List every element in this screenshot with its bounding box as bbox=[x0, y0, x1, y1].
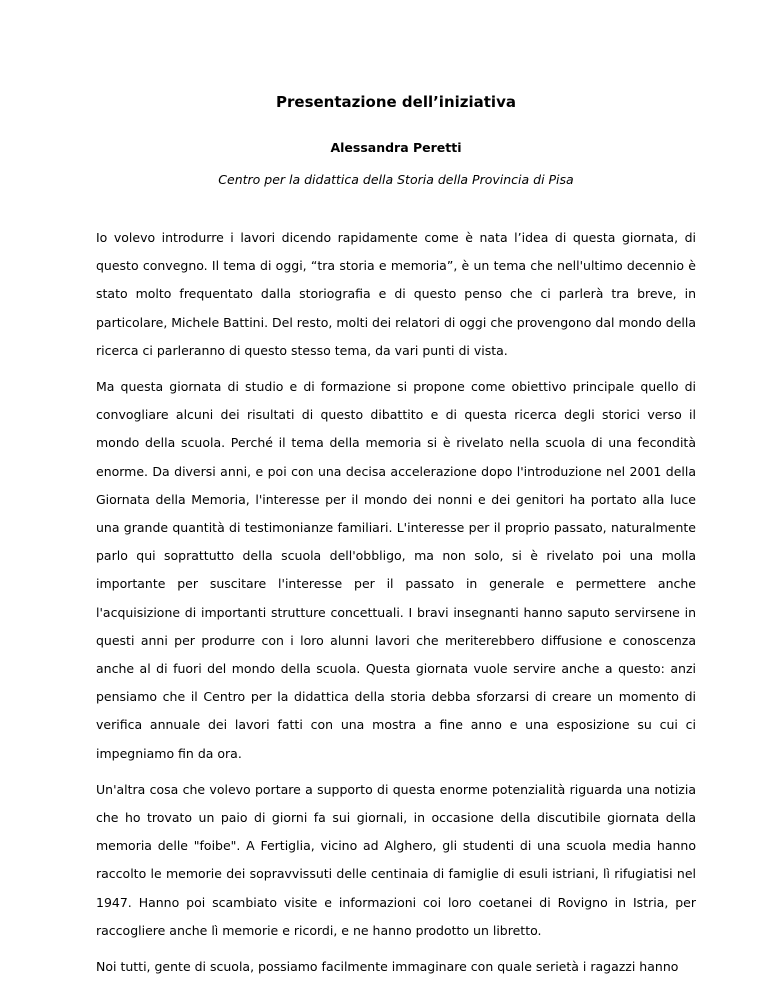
body-paragraph: Ma questa giornata di studio e di formazione si propone come obiettivo principale quello di convogliare alcuni dei risultati di questo dibattito e di questa ricerca degli storici verso il mondo della scuola. Perché il tema della memoria si è rivelato nella scuola di una fecondità enorme. Da diversi anni, e poi con una decisa accelerazione dopo l'introduzione nel 2001 della Giornata della Memoria, l'interesse per il mondo dei nonni e dei genitori ha portato alla luce una grande quantità di testimonianze familiari. L'interesse per il proprio passato, naturalmente parlo qui soprattutto della scuola dell'obbligo, ma non solo, si è rivelato poi una molla importante per suscitare l'interesse per il passato in generale e permettere anche l'acquisizione di importanti strutture concettuali. I bravi insegnanti hanno saputo servirsene in questi anni per produrre con i loro alunni lavori che meriterebbero diffusione e conoscenza anche al di fuori del mondo della scuola. Questa giornata vuole servire anche a questo: anzi pensiamo che il Centro per la didattica della storia debba sforzarsi di creare un momento di verifica annuale dei lavori fatti con una mostra a fine anno e una esposizione su cui ci impegniamo fin da ora. bbox=[96, 379, 696, 761]
body-paragraph: Io volevo introdurre i lavori dicendo rapidamente come è nata l’idea di questa giornata, di questo convegno. Il tema di oggi, “tra storia e memoria”, è un tema che nell'ultimo decennio è stato molto frequentato dalla storiografia e di questo penso che ci parlerà tra breve, in particolare, Michele Battini. Del resto, molti dei relatori di oggi che provengono dal mondo della ricerca ci parleranno di questo stesso tema, da vari punti di vista. bbox=[96, 230, 696, 358]
document-title: Presentazione dell’iniziativa bbox=[276, 93, 516, 111]
body-paragraph: Noi tutti, gente di scuola, possiamo facilmente immaginare con quale serietà i ragazzi hanno bbox=[96, 959, 679, 975]
author-name: Alessandra Peretti bbox=[330, 140, 462, 155]
author-affiliation: Centro per la didattica della Storia della Provincia di Pisa bbox=[218, 172, 574, 187]
document-body bbox=[96, 224, 696, 989]
body-paragraph: Un'altra cosa che volevo portare a supporto di questa enorme potenzialità riguarda una notizia che ho trovato un paio di giorni fa sui giornali, in occasione della discutibile giornata della memoria delle "foibe". A Fertiglia, vicino ad Alghero, gli studenti di una scuola media hanno raccolto le memorie dei sopravvissuti delle centinaia di famiglie di esuli istriani, lì rifugiatisi nel 1947. Hanno poi scambiato visite e informazioni coi loro coetanei di Rovigno in Istria, per raccogliere anche lì memorie e ricordi, e ne hanno prodotto un libretto. bbox=[96, 781, 696, 938]
